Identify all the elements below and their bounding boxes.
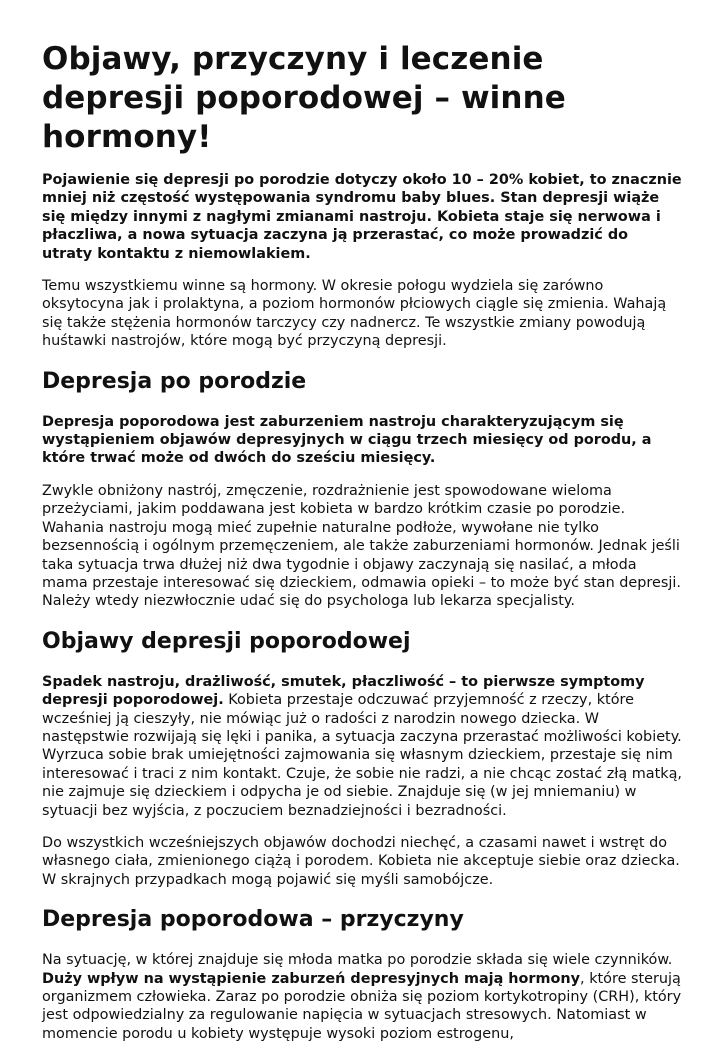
symptoms-paragraph [42,673,682,820]
section-lead-paragraph: Depresja poporodowa jest zaburzeniem nastroju charakteryzującym się wystąpieniem objawów depresyjnych w ciągu trzech miesięcy od porodu, a które trwać może od dwóch do sześciu miesięcy. [42,413,652,467]
section-body-paragraph: Zwykle obniżony nastrój, zmęczenie, rozdrażnienie jest spowodowane wieloma przeżyciami, jakim poddawana jest kobieta w bardzo krótkim czasie po porodzie. Wahania nastroju mogą mieć zupełnie naturalne podłoże, wywołane nie tylko bezsennością i ogólnym przemęczeniem, ale także zaburzeniami hormonów. Jednak jeśli taka sytuacja trwa dłużej niż dwa tygodnie i objawy zaczynają się nasilać, a młoda mama przestaje interesować się dzieckiem, odmawia opieki – to może być stan depresji. Należy wtedy niezwłocznie udać się do psychologa lub lekarza specjalisty. [42,482,681,610]
article-title: Objawy, przyczyny i leczenie depresji poporodowej – winne hormony! [42,41,566,155]
section-heading-przyczyny: Depresja poporodowa – przyczyny [42,907,464,933]
intro-body-paragraph: Temu wszystkiemu winne są hormony. W okresie połogu wydziela się zarówno oksytocyna jak i prolaktyna, a poziom hormonów płciowych ciągle się zmienia. Wahają się także stężenia hormonów tarczycy czy nadnercz. Te wszystkie zmiany powodują huśtawki nastrojów, które mogą być przyczyną depresji. [42,278,667,350]
causes-paragraph [42,951,682,1043]
section-heading-objawy: Objawy depresji poporodowej [42,628,411,654]
section-heading-depresja-po-porodzie: Depresja po porodzie [42,368,307,394]
symptoms-bold-lead: Spadek nastroju, drażliwość, smutek, płaczliwość – to pierwsze symptomy depresji poporodowej. [42,673,645,709]
causes-bold-text: Duży wpływ na wystąpienie zaburzeń depresyjnych mają hormony [42,970,581,987]
causes-text-rest: , które sterują organizmem człowieka. Zaraz po porodzie obniża się poziom kortykotropiny (CRH), który jest odpowiedzialny za regulowanie napięcia w sytuacjach stresowych. Natomiast w momencie porodu u kobiety występuje wysoki poziom estrogenu, [42,970,682,1042]
symptoms-text: Kobieta przestaje odczuwać przyjemność z rzeczy, które wcześniej ją cieszyły, nie mówiąc już o radości z narodzin nowego dziecka. W następstwie rozwijają się lęki i panika, a sytuacja zaczyna przerastać możliwości kobiety. Wyrzuca sobie brak umiejętności zajmowania się własnym dzieckiem, przestaje się nim interesować i traci z nim kontakt. Czuje, że sobie nie radzi, a nie chcąc zostać złą matką, nie zajmuje się dzieckiem i odpycha je od siebie. Znajduje się (w jej mniemaniu) w sytuacji bez wyjścia, z poczuciem beznadziejności i bezradności. [42,692,682,819]
intro-lead-paragraph: Pojawienie się depresji po porodzie dotyczy około 10 – 20% kobiet, to znacznie mniej niż częstość występowania syndromu baby blues. Stan depresji wiąże się między innymi z nagłymi zmianami nastroju. Kobieta staje się nerwowa i płaczliwa, a nowa sytuacja zaczyna ją przerastać, co może prowadzić do utraty kontaktu z niemowlakiem. [42,172,682,262]
symptoms-paragraph-2: Do wszystkich wcześniejszych objawów dochodzi niechęć, a czasami nawet i wstręt do własnego ciała, zmienionego ciążą i porodem. Kobieta nie akceptuje siebie oraz dziecka. W skrajnych przypadkach mogą pojawić się myśli samobójcze. [42,834,680,888]
causes-text-start: Na sytuację, w której znajduje się młoda matka po porodzie składa się wiele czynników. [42,952,673,969]
